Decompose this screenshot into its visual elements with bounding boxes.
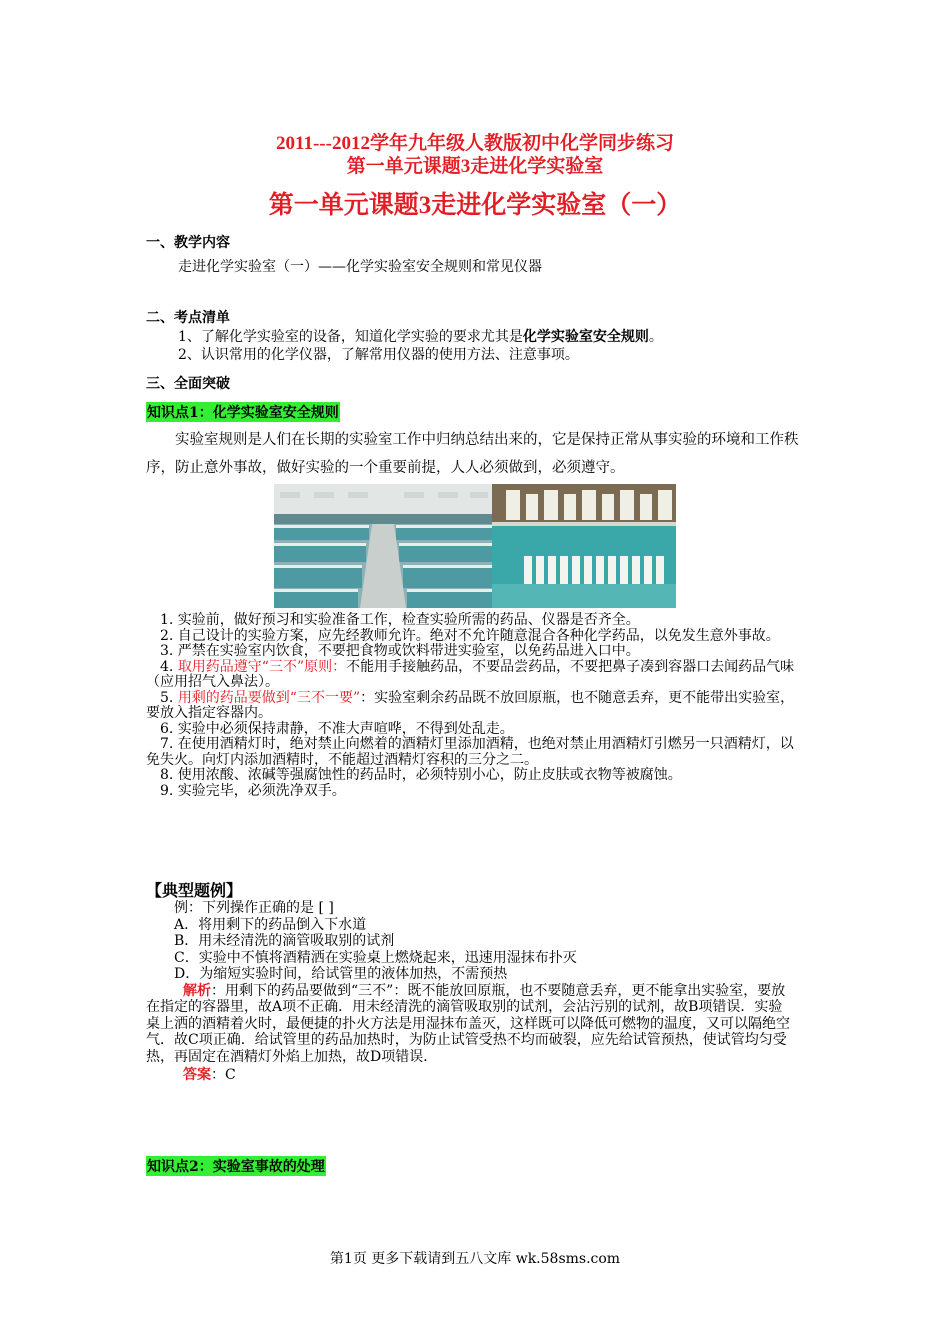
rule-4-highlight: 取用药品遵守“三不”原则： [177, 658, 347, 675]
rule-5-highlight: 用剩的药品要做到“三不一要” [177, 689, 361, 706]
section1-heading: 一、教学内容 [146, 235, 230, 251]
doc-title-line1: 2011---2012学年九年级人教版初中化学同步练习 [276, 133, 674, 154]
rule-6: 6. 实验中必须保持肃静，不准大声喧哗，不得到处乱走。 [160, 720, 514, 737]
lesson-title: 第一单元课题3走进化学实验室（一） [268, 192, 682, 219]
intro-paragraph: 实验室规则是人们在长期的实验室工作中归纳总结出来的，它是保持正常从事实验的环境和工作秩序，防止意外事故，做好实验的一个重要前提，人人必须做到，必须遵守。 [146, 432, 799, 476]
safety-rules-emphasis: 化学实验室安全规则 [522, 329, 649, 345]
option-c: C．实验中不慎将酒精洒在实验桌上燃烧起来，迅速用湿抹布扑灭 [174, 949, 577, 966]
analysis-label: 解析 [183, 982, 211, 999]
rule-1: 1. 实验前，做好预习和实验准备工作，检查实验所需的药品、仪器是否齐全。 [160, 612, 640, 628]
answer-label: 答案 [183, 1067, 211, 1083]
knowledge-point-1: 知识点1：化学实验室安全规则 [146, 402, 340, 422]
rule-4: 4. 取用药品遵守“三不”原则：不能用手接触药品，不要品尝药品，不要把鼻子凑到容器口去闻药品气味（应用招气入鼻法）。 [146, 658, 795, 690]
option-a: A．将用剩下的药品倒入下水道 [174, 916, 367, 933]
option-d: D．为缩短实验时间，给试管里的液体加热，不需预热 [174, 966, 508, 982]
rule-3: 3. 严禁在实验室内饮食，不要把食物或饮料带进实验室，以免药品进入口中。 [160, 643, 640, 659]
rule-7: 7. 在使用酒精灯时，绝对禁止向燃着的酒精灯里添加酒精，也绝对禁止用酒精灯引燃另一只酒精灯，以免失火。向灯内添加酒精时，不能超过酒精灯容积的三分之二。 [146, 736, 794, 768]
lab-photo [274, 484, 676, 608]
example-question: 例：下列操作正确的是 [ ] [174, 900, 334, 916]
section1-text: 走进化学实验室（一）——化学实验室安全规则和常见仪器 [178, 259, 542, 275]
rule-2: 2. 自己设计的实验方案，应先经教师允许。绝对不允许随意混合各种化学药品，以免发生意外事故。 [160, 627, 780, 644]
rule-8: 8. 使用浓酸、浓碱等强腐蚀性的药品时，必须特别小心，防止皮肤或衣物等被腐蚀。 [160, 767, 682, 783]
answer-line: 答案：C [183, 1067, 236, 1083]
rule-9: 9. 实验完毕，必须洗净双手。 [160, 782, 346, 799]
section2-item2: 2、认识常用的化学仪器，了解常用仪器的使用方法、注意事项。 [178, 347, 579, 363]
knowledge-point-2: 知识点2：实验室事故的处理 [146, 1156, 326, 1176]
section2-item1: 1、了解化学实验室的设备，知道化学实验的要求尤其是化学实验室安全规则。 [178, 329, 663, 345]
option-b: B．用未经清洗的滴管吸取别的试剂 [174, 933, 395, 949]
example-heading: 【典型题例】 [146, 881, 243, 900]
safety-rules-list [146, 613, 806, 799]
doc-title-line2: 第一单元课题3走进化学实验室 [346, 156, 604, 177]
analysis-paragraph: 解析：用剩下的药品要做到“三不”：既不能放回原瓶，也不要随意丢弃，更不能拿出实验室，要放在指定的容器里，故A项不正确．用未经清洗的滴管吸取别的试剂，会沾污别的试剂，故B项错误．实验桌上洒的酒精着火时，最便捷的扑火方法是用湿抹布盖灭，这样既可以降低可燃物的温度，又可以隔绝空气．故C项正确．给试管里的药品加热时，为防止试管受热不均而破裂，应先给试管预热，使试管均匀受热，再固定在酒精灯外焰上加热，故D项错误． [146, 982, 790, 1065]
page-footer: 第1页 更多下载请到五八文库 wk.58sms.com [329, 1251, 621, 1267]
section3-heading: 三、全面突破 [146, 376, 230, 392]
example-block [146, 900, 796, 1084]
rule-5: 5. 用剩的药品要做到“三不一要”：实验室剩余药品既不放回原瓶，也不随意丢弃，更不能带出实验室，要放入指定容器内。 [146, 689, 795, 721]
section2-heading: 二、考点清单 [146, 310, 230, 326]
